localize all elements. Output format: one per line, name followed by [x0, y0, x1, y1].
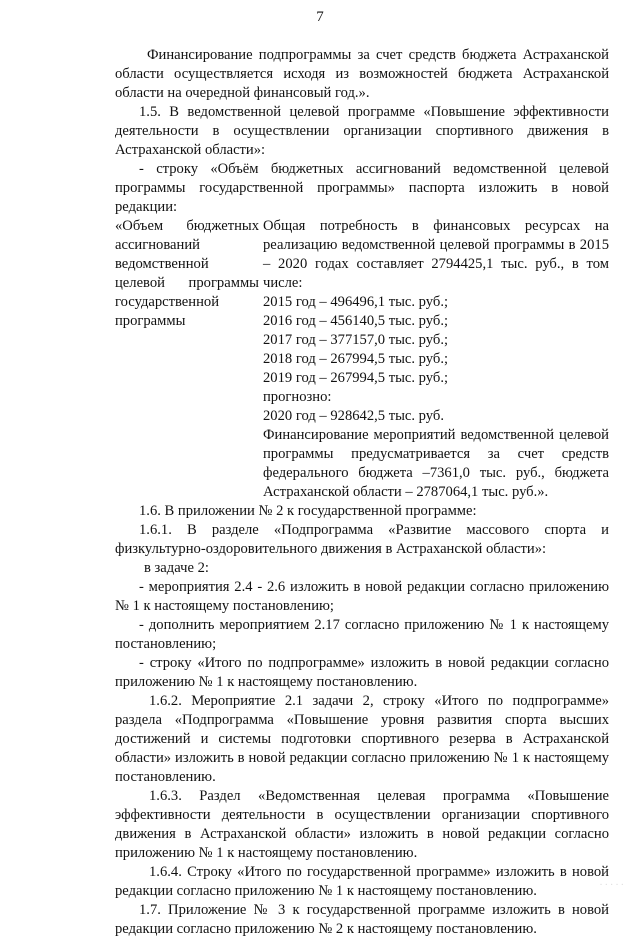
bullet-measures-2-4-2-6: - мероприятия 2.4 - 2.6 изложить в новой редакции согласно приложению № 1 к настоящему постановлению; — [115, 579, 609, 614]
passport-forecast-label: прогнозно: — [263, 389, 332, 405]
passport-row-value — [263, 217, 609, 502]
task-2-label: в задаче 2: — [144, 560, 209, 576]
bullet-total-line: - строку «Итого по подпрограмме» изложить в новой редакции согласно приложению № 1 к настоящему постановлению. — [115, 655, 609, 690]
passport-funding: Финансирование мероприятий ведомственной целевой программы предусматривается за счет средств федерального бюджета –7361,0 тыс. руб., бюджета Астраханской области – 2787064,1 тыс. руб.». — [263, 427, 609, 500]
page-number: 7 — [316, 9, 324, 25]
passport-total: Общая потребность в финансовых ресурсах на реализацию ведомственной целевой программы в 2015 – 2020 годах составляет 2794425,1 тыс. руб., в том числе: — [263, 218, 609, 291]
scan-artifact-dots: ····· — [599, 880, 626, 891]
passport-year-2020: 2020 год – 928642,5 тыс. руб. — [263, 408, 444, 424]
passport-year-2019: 2019 год – 267994,5 тыс. руб.; — [263, 370, 449, 386]
item-1-6-2-paragraph: 1.6.2. Мероприятие 2.1 задачи 2, строку «Итого по подпрограмме» раздела «Подпрограмма «Повышение уровня развития спорта высших достижений и системы подготовки спортивного резерва в Астраханской области» изложить в новой редакции согласно приложению № 1 к настоящему постановлению. — [115, 693, 609, 785]
passport-year-2017: 2017 год – 377157,0 тыс. руб.; — [263, 332, 449, 348]
item-1-7-paragraph: 1.7. Приложение № 3 к государственной программе изложить в новой редакции согласно приложению № 2 к настоящему постановлению. — [115, 902, 609, 937]
document-body — [115, 46, 609, 939]
passport-year-2015: 2015 год – 496496,1 тыс. руб.; — [263, 294, 449, 310]
intro-paragraph: Финансирование подпрограммы за счет средств бюджета Астраханской области осуществляется исходя из возможностей бюджета Астраханской области на очередной финансовый год.». — [115, 47, 609, 101]
passport-row — [115, 217, 609, 502]
item-1-5-sub-paragraph: - строку «Объём бюджетных ассигнований ведомственной целевой программы государственной программы» паспорта изложить в новой редакции: — [115, 161, 609, 215]
passport-year-2018: 2018 год – 267994,5 тыс. руб.; — [263, 351, 449, 367]
item-1-6-1-paragraph: 1.6.1. В разделе «Подпрограмма «Развитие массового спорта и физкультурно-оздоровительного движения в Астраханской области»: — [115, 522, 609, 557]
item-1-6-4-paragraph: 1.6.4. Строку «Итого по государственной программе» изложить в новой редакции согласно приложению № 1 к настоящему постановлению. — [115, 864, 609, 899]
passport-row-label: «Объем бюджетных ассигнований ведомственной целевой программы государственной программы — [115, 218, 259, 329]
item-1-5-paragraph: 1.5. В ведомственной целевой программе «Повышение эффективности деятельности в осуществлении организации спортивного движения в Астраханской области»: — [115, 104, 609, 158]
item-1-6-3-paragraph: 1.6.3. Раздел «Ведомственная целевая программа «Повышение эффективности деятельности в осуществлении организации спортивного движения в Астраханской области» изложить в новой редакции согласно приложению № 1 к настоящему постановлению. — [115, 788, 609, 861]
bullet-measure-2-17: - дополнить мероприятием 2.17 согласно приложению № 1 к настоящему постановлению; — [115, 617, 609, 652]
passport-year-2016: 2016 год – 456140,5 тыс. руб.; — [263, 313, 449, 329]
item-1-6-heading: 1.6. В приложении № 2 к государственной программе: — [139, 503, 477, 519]
